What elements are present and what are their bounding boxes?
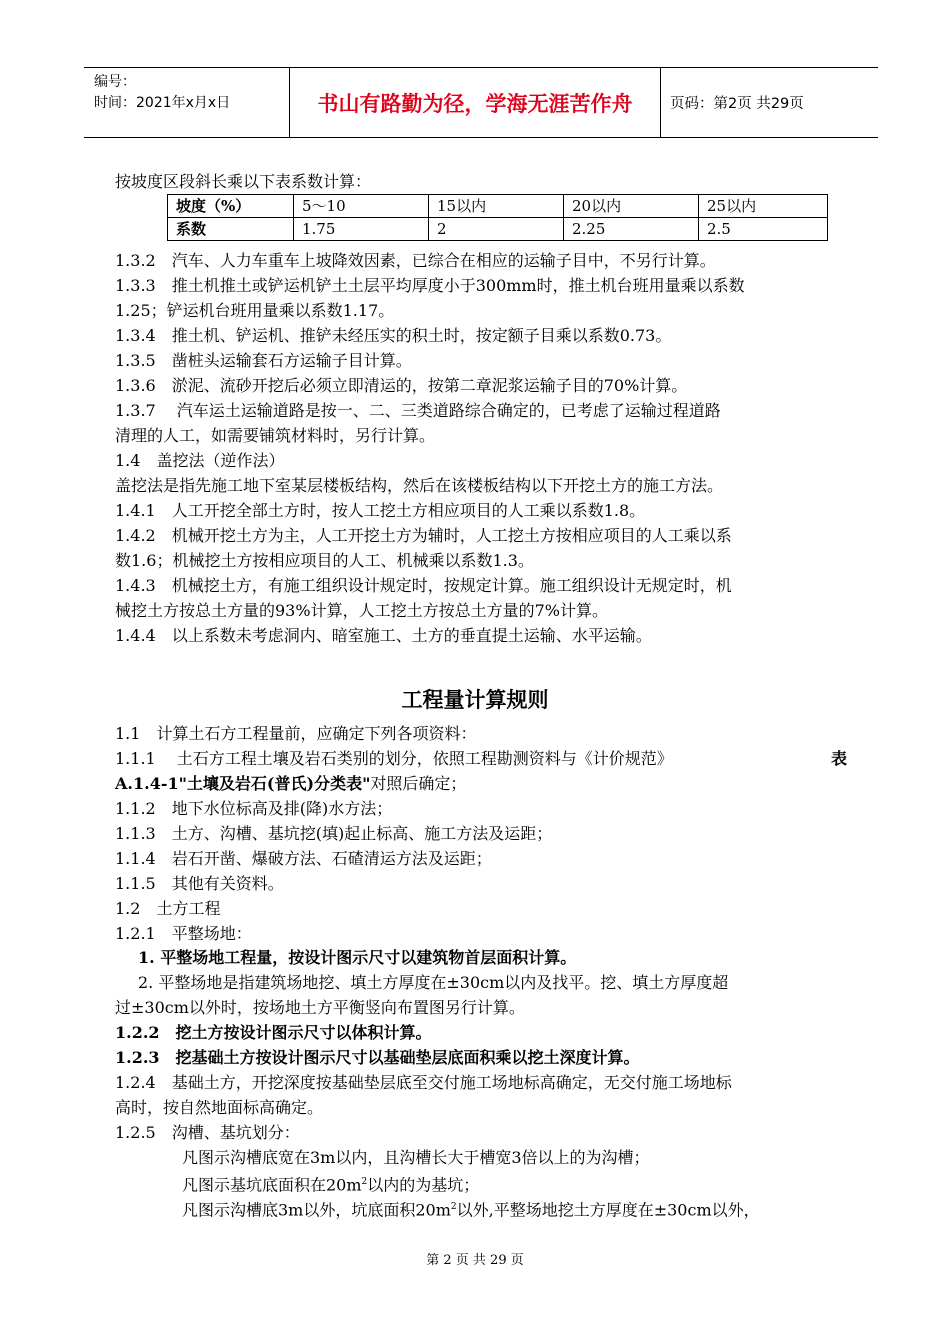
para-line: 过±30cm以外时，按场地土方平衡竖向布置图另行计算。 xyxy=(115,998,525,1017)
table-cell: 系数 xyxy=(168,218,294,241)
para-line xyxy=(182,1171,922,1196)
table-cell: 2.25 xyxy=(564,218,699,241)
table-cell: 15以内 xyxy=(429,195,564,218)
page-header xyxy=(84,67,878,138)
header-page-number: 页码：第2页 共29页 xyxy=(670,96,804,112)
superscript: 2 xyxy=(450,1202,457,1212)
para-line xyxy=(182,1196,922,1221)
para-line: 1.1.3 土方、沟槽、基坑挖(填)起止标高、施工方法及运距； xyxy=(115,824,553,843)
para-line: 1.4 盖挖法（逆作法） xyxy=(115,451,285,470)
para-line: 盖挖法是指先施工地下室某层楼板结构，然后在该楼板结构以下开挖土方的施工方法。 xyxy=(115,476,724,495)
header-motto: 书山有路勤为径，学海无涯苦作舟 xyxy=(289,68,661,137)
para-line: 清理的人工，如需要铺筑材料时，另行计算。 xyxy=(115,426,436,445)
superscript: 2 xyxy=(361,1177,368,1187)
bold-text: A.1.4-1"土壤及岩石(普氏)分类表" xyxy=(115,774,371,793)
table-cell: 2 xyxy=(429,218,564,241)
para-line: 1.2 土方工程 xyxy=(115,899,221,918)
para-line: 1.3.2 汽车、人力车重车上坡降效因素，已综合在相应的运输子目中，不另行计算。 xyxy=(115,251,716,270)
para-line: 械挖土方按总土方量的93%计算，人工挖土方按总土方量的7%计算。 xyxy=(115,601,608,620)
para-line: 1.4.2 机械开挖土方为主，人工开挖土方为辅时，人工挖土方按相应项目的人工乘以系 xyxy=(115,526,732,545)
para-line xyxy=(115,747,855,770)
para-text: 凡图示沟槽底3m以外，坑底面积20m xyxy=(182,1200,451,1220)
table-cell: 1.75 xyxy=(294,218,429,241)
section-title: 工程量计算规则 xyxy=(401,688,549,712)
para-line: 1.2.2 挖土方按设计图示尺寸以体积计算。 xyxy=(115,1023,432,1042)
table-row xyxy=(168,195,828,218)
para-line: 1.3.4 推土机、铲运机、推铲未经压实的积土时，按定额子目乘以系数0.73。 xyxy=(115,326,672,345)
header-time: 时间：2021年x月x日 xyxy=(94,95,231,111)
para-line: 凡图示沟槽底宽在3m以内，且沟槽长大于槽宽3倍以上的为沟槽； xyxy=(182,1148,650,1167)
table-cell: 5～10 xyxy=(294,195,429,218)
para-line: 1.2.3 挖基础土方按设计图示尺寸以基础垫层底面积乘以挖土深度计算。 xyxy=(115,1048,640,1067)
bold-text: 表 xyxy=(830,749,847,768)
para-line: 1.1.4 岩石开凿、爆破方法、石碴清运方法及运距； xyxy=(115,849,492,868)
header-meta xyxy=(94,72,284,114)
page-footer: 第 2 页 共 29 页 xyxy=(426,1253,524,1268)
intro-line: 按坡度区段斜长乘以下表系数计算： xyxy=(115,172,372,191)
para-text: 对照后确定； xyxy=(370,774,467,793)
para-line: 1.3.7 汽车运土运输道路是按一、二、三类道路综合确定的，已考虑了运输过程道路 xyxy=(115,401,721,420)
para-line: 1.4.3 机械挖土方，有施工组织设计规定时，按规定计算。施工组织设计无规定时，机 xyxy=(115,576,732,595)
para-line: 1.3.6 淤泥、流砂开挖后必须立即清运的，按第二章泥浆运输子目的70%计算。 xyxy=(115,376,688,395)
para-text: 1.1.1 土石方工程土壤及岩石类别的划分，依照工程勘测资料与《计价规范》 xyxy=(115,749,673,768)
para-line: 1.3.3 推土机推土或铲运机铲土土层平均厚度小于300mm时，推土机台班用量乘以系数 xyxy=(115,276,745,295)
para-line: 1.4.1 人工开挖全部土方时，按人工挖土方相应项目的人工乘以系数1.8。 xyxy=(115,501,646,520)
para-line: 1.2.1 平整场地： xyxy=(115,924,252,943)
para-line: 1.2.4 基础土方，开挖深度按基础垫层底至交付施工场地标高确定，无交付施工场地标 xyxy=(115,1073,732,1092)
para-line: 1.2.5 沟槽、基坑划分： xyxy=(115,1123,300,1142)
para-line: 1.1.2 地下水位标高及排(降)水方法； xyxy=(115,799,393,818)
para-line: 1. 平整场地工程量，按设计图示尺寸以建筑物首层面积计算。 xyxy=(138,948,577,967)
para-line xyxy=(115,772,855,795)
header-number: 编号： xyxy=(94,74,136,90)
table-cell: 25以内 xyxy=(699,195,828,218)
para-line: 1.3.5 凿桩头运输套石方运输子目计算。 xyxy=(115,351,412,370)
para-line: 数1.6；机械挖土方按相应项目的人工、机械乘以系数1.3。 xyxy=(115,551,534,570)
slope-coefficient-table xyxy=(167,194,828,241)
para-text: 以外,平整场地挖土方厚度在±30cm以外， xyxy=(456,1200,760,1220)
para-line: 高时，按自然地面标高确定。 xyxy=(115,1098,324,1117)
table-cell: 坡度（%） xyxy=(168,195,294,218)
para-text: 以内的为基坑； xyxy=(367,1175,480,1195)
table-cell: 2.5 xyxy=(699,218,828,241)
para-line: 2. 平整场地是指建筑场地挖、填土方厚度在±30cm以内及找平。挖、填土方厚度超 xyxy=(138,973,729,992)
para-line: 1.1.5 其他有关资料。 xyxy=(115,874,284,893)
para-line: 1.4.4 以上系数未考虑洞内、暗室施工、土方的垂直提土运输、水平运输。 xyxy=(115,626,652,645)
para-line: 1.25；铲运机台班用量乘以系数1.17。 xyxy=(115,301,395,320)
table-row xyxy=(168,218,828,241)
para-text: 凡图示基坑底面积在20m xyxy=(182,1175,362,1195)
table-cell: 20以内 xyxy=(564,195,699,218)
para-line: 1.1 计算土石方工程量前，应确定下列各项资料： xyxy=(115,724,477,743)
